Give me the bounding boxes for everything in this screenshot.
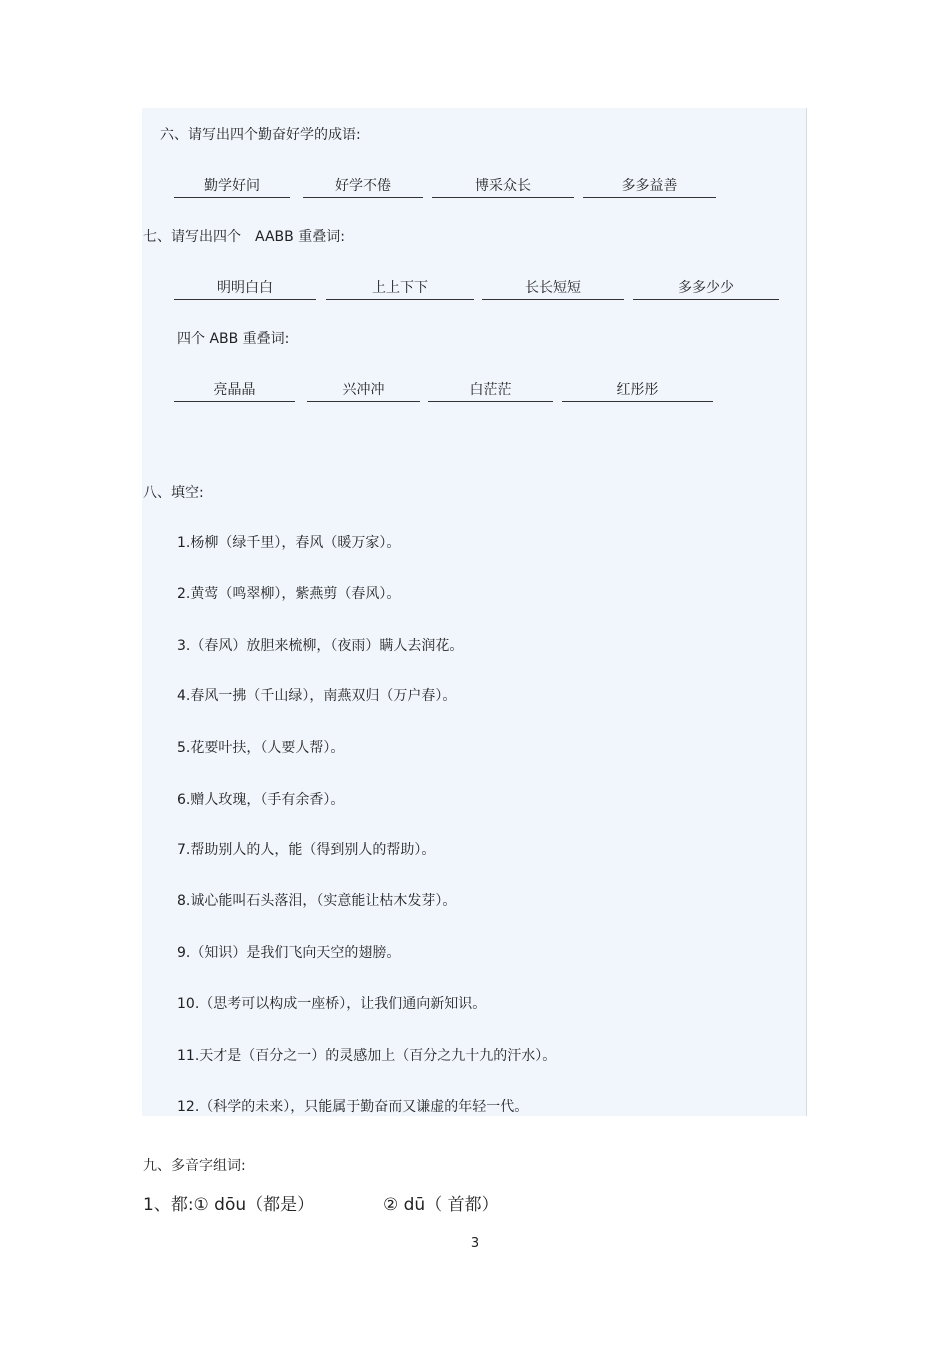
idiom-answer: 好学不倦: [303, 177, 423, 198]
fill-item: 6.赠人玫瑰，（手有余香）。: [177, 792, 345, 808]
section6-title: 六、请写出四个勤奋好学的成语:: [160, 127, 361, 143]
abb-answer: 亮晶晶: [174, 381, 295, 402]
fill-item: 10.（思考可以构成一座桥），让我们通向新知识。: [177, 996, 487, 1012]
fill-item: 8.诚心能叫石头落泪，（实意能让枯木发芽）。: [177, 893, 457, 909]
fill-item: 12.（科学的未来），只能属于勤奋而又谦虚的年轻一代。: [177, 1099, 529, 1115]
idiom-answer: 博采众长: [432, 177, 574, 198]
fill-item: 11.天才是（百分之一）的灵感加上（百分之九十九的汗水）。: [177, 1048, 557, 1064]
polyphone-line-part2: ② dū（ 首都）: [383, 1195, 499, 1215]
abb-answer: 兴冲冲: [307, 381, 420, 402]
fill-item: 4.春风一拂（千山绿），南燕双归（万户春）。: [177, 688, 457, 704]
fill-item: 3.（春风）放胆来梳柳，（夜雨）瞒人去润花。: [177, 638, 464, 654]
page-number: 3: [470, 1236, 480, 1251]
aabb-answer: 上上下下: [326, 279, 474, 300]
highlighted-answer-region: [142, 108, 807, 1116]
section7-title: 七、请写出四个 AABB 重叠词:: [143, 229, 345, 245]
region-border: [806, 108, 807, 1116]
aabb-answer: 长长短短: [482, 279, 624, 300]
abb-answer: 红彤彤: [562, 381, 713, 402]
section9-title: 九、多音字组词:: [143, 1158, 246, 1174]
abb-answer: 白茫茫: [428, 381, 553, 402]
fill-item: 5.花要叶扶，（人要人帮）。: [177, 740, 345, 756]
idiom-answer: 勤学好问: [174, 177, 290, 198]
fill-item: 1.杨柳（绿千里），春风（暖万家）。: [177, 535, 401, 551]
fill-item: 2.黄莺（鸣翠柳），紫燕剪（春风）。: [177, 586, 401, 602]
fill-item: 9.（知识）是我们飞向天空的翅膀。: [177, 945, 401, 961]
section8-title: 八、填空:: [143, 485, 204, 501]
idiom-answer: 多多益善: [583, 177, 716, 198]
abb-title: 四个 ABB 重叠词:: [177, 331, 290, 347]
polyphone-line-part1: 1、都:① dōu（都是）: [143, 1195, 315, 1215]
aabb-answer: 多多少少: [633, 279, 779, 300]
fill-item: 7.帮助别人的人，能（得到别人的帮助）。: [177, 842, 436, 858]
aabb-answer: 明明白白: [174, 279, 316, 300]
